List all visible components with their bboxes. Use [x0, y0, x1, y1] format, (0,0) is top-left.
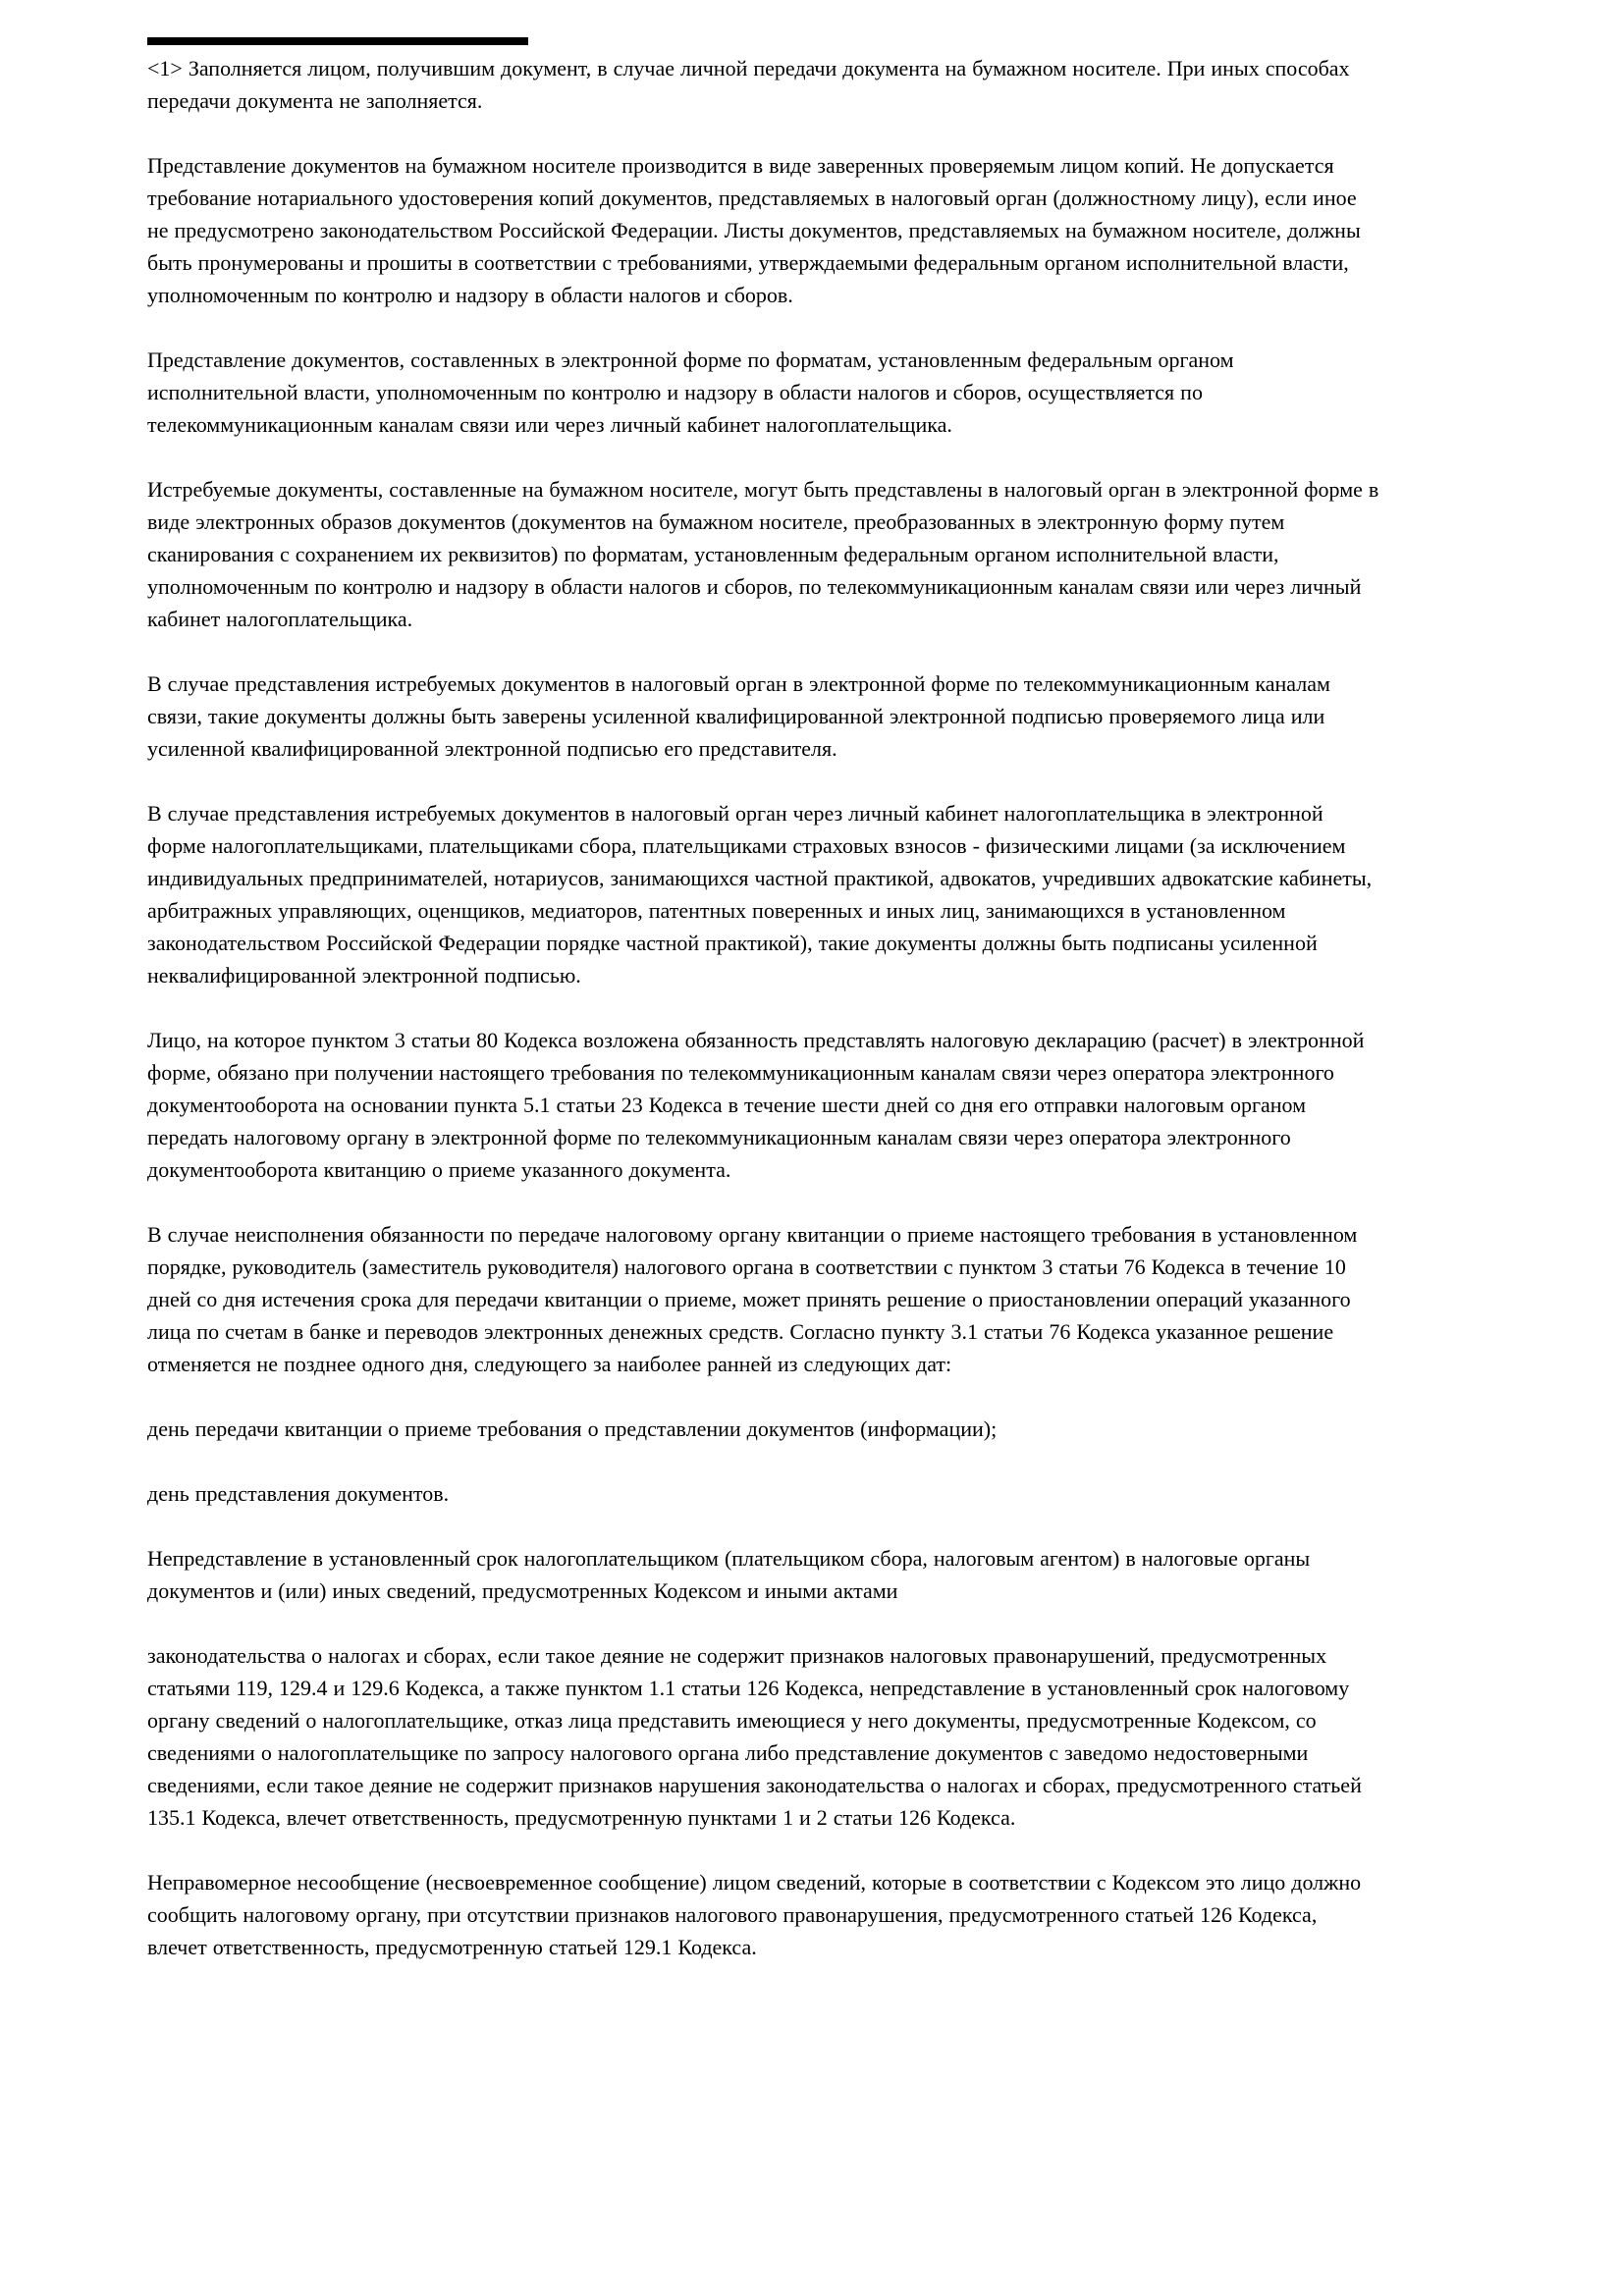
body-paragraph: Неправомерное несообщение (несвоевременное сообщение) лицом сведений, которые в соответствии с Кодексом это лицо должно сообщить налоговому органу, при отсутствии признаков налогового правонарушения, предусмотренного статьей 126 Кодекса, влечет ответственность, предусмотренную статьей 129.1 Кодекса. — [147, 1870, 1362, 1959]
list-item-paragraph: день представления документов. — [147, 1481, 450, 1506]
body-paragraph: Представление документов, составленных в электронной форме по форматам, установленным федеральным органом исполнительной власти, уполномоченным по контролю и надзору в области налогов и сборов, осуществляется по телекоммуникационным каналам связи или через личный кабинет налогоплательщика. — [147, 347, 1234, 437]
body-paragraph: В случае представления истребуемых документов в налоговый орган в электронной форме по телекоммуникационным каналам связи, такие документы должны быть заверены усиленной квалифицированной электронной подписью проверяемого лица или усиленной квалифицированной электронной подписью его представителя. — [147, 671, 1330, 761]
body-paragraph: Непредставление в установленный срок налогоплательщиком (плательщиком сбора, налоговым агентом) в налоговые органы документов и (или) иных сведений, предусмотренных Кодексом и иными актами — [147, 1546, 1311, 1603]
body-paragraph: В случае представления истребуемых документов в налоговый орган через личный кабинет налогоплательщика в электронной форме налогоплательщиками, плательщиками сбора, плательщиками страховых взносов - физическими лицами (за исключением индивидуальных предпринимателей, нотариусов, занимающихся частной практикой, адвокатов, учредивших адвокатские кабинеты, арбитражных управляющих, оценщиков, медиаторов, патентных поверенных и иных лиц, занимающихся в установленном законодательством Российской Федерации порядке частной практикой), такие документы должны быть подписаны усиленной неквалифицированной электронной подписью. — [147, 801, 1373, 988]
body-paragraph: В случае неисполнения обязанности по передаче налоговому органу квитанции о приеме настоящего требования в установленном порядке, руководитель (заместитель руководителя) налогового органа в соответствии с пунктом 3 статьи 76 Кодекса в течение 10 дней со дня истечения срока для передачи квитанции о приеме, может принять решение о приостановлении операций указанного лица по счетам в банке и переводов электронных денежных средств. Согласно пункту 3.1 статьи 76 Кодекса указанное решение отменяется не позднее одного дня, следующего за наиболее ранней из следующих дат: — [147, 1222, 1358, 1376]
footnote-paragraph: <1> Заполняется лицом, получившим документ, в случае личной передачи документа на бумажном носителе. При иных способах передачи документа не заполняется. — [147, 56, 1350, 113]
body-paragraph: Лицо, на которое пунктом 3 статьи 80 Кодекса возложена обязанность представлять налоговую декларацию (расчет) в электронной форме, обязано при получении настоящего требования по телекоммуникационным каналам связи через оператора электронного документооборота на основании пункта 5.1 статьи 23 Кодекса в течение шести дней со дня его отправки налоговым органом передать налоговому органу в электронной форме по телекоммуникационным каналам связи через оператора электронного документооборота квитанцию о приеме указанного документа. — [147, 1028, 1365, 1182]
list-item-paragraph: день передачи квитанции о приеме требования о представлении документов (информации); — [147, 1416, 998, 1441]
body-paragraph: законодательства о налогах и сборах, если такое деяние не содержит признаков налоговых правонарушений, предусмотренных статьями 119, 129.4 и 129.6 Кодекса, а также пунктом 1.1 статьи 126 Кодекса, непредставление в установленный срок налоговому органу сведений о налогоплательщике, отказ лица представить имеющиеся у него документы, предусмотренные Кодексом, со сведениями о налогоплательщике по запросу налогового органа либо представление документов с заведомо недостоверными сведениями, если такое деяние не содержит признаков нарушения законодательства о налогах и сборах, предусмотренного статьей 135.1 Кодекса, влечет ответственность, предусмотренную пунктами 1 и 2 статьи 126 Кодекса. — [147, 1643, 1362, 1830]
body-paragraph: Истребуемые документы, составленные на бумажном носителе, могут быть представлены в налоговый орган в электронной форме в виде электронных образов документов (документов на бумажном носителе, преобразованных в электронную форму путем сканирования с сохранением их реквизитов) по форматам, установленным федеральным органом исполнительной власти, уполномоченным по контролю и надзору в области налогов и сборов, по телекоммуникационным каналам связи или через личный кабинет налогоплательщика. — [147, 477, 1379, 631]
body-paragraph: Представление документов на бумажном носителе производится в виде заверенных проверяемым лицом копий. Не допускается требование нотариального удостоверения копий документов, представляемых в налоговый орган (должностному лицу), если иное не предусмотрено законодательством Российской Федерации. Листы документов, представляемых на бумажном носителе, должны быть пронумерованы и прошиты в соответствии с требованиями, утверждаемыми федеральным органом исполнительной власти, уполномоченным по контролю и надзору в области налогов и сборов. — [147, 153, 1361, 307]
footnote-divider — [147, 37, 528, 45]
